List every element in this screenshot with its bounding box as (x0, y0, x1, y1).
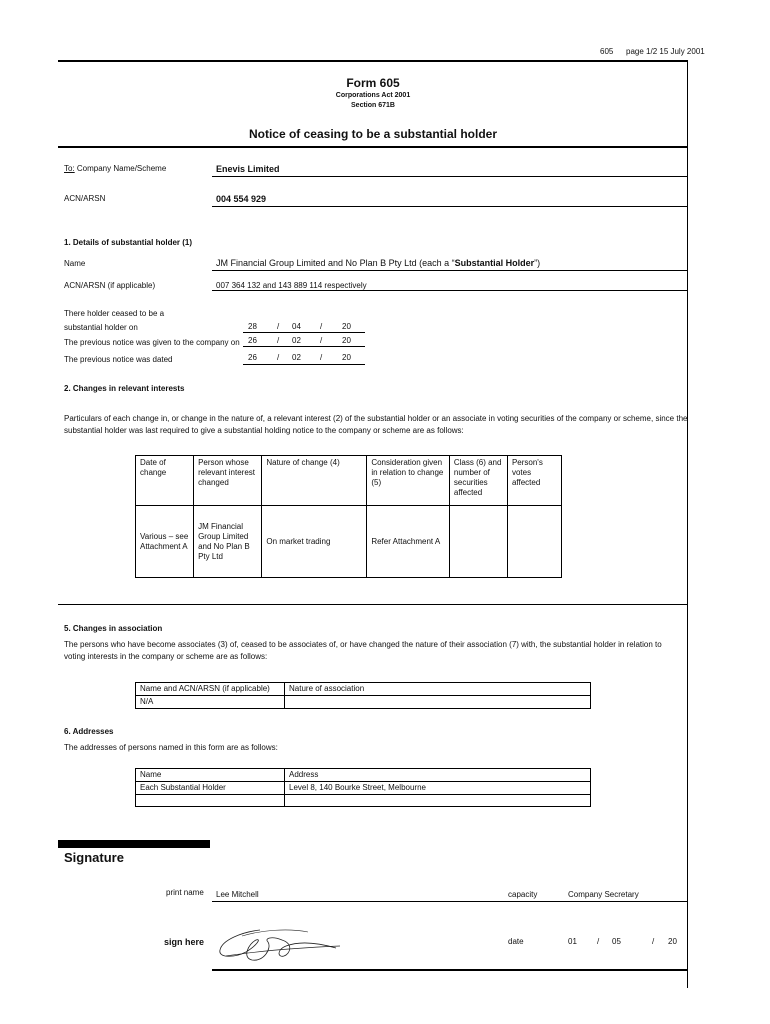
acn-value: 004 554 929 (216, 194, 267, 204)
title-rule (58, 146, 688, 148)
date-slash: / (652, 937, 655, 946)
table-row (136, 795, 591, 807)
changes-table (135, 455, 562, 578)
signature-bar (58, 840, 210, 848)
date-slash: / (277, 353, 280, 362)
header-person: Person whose relevant interest changed (194, 456, 262, 506)
header-nature: Nature of change (4) (262, 456, 367, 506)
holder-name-label: Name (64, 259, 86, 268)
header-address: Address (285, 769, 591, 782)
date-slash: / (320, 353, 323, 362)
print-name-label: print name (166, 888, 204, 897)
company-name-value: Enevis Limited (216, 164, 280, 174)
date-slash: / (277, 322, 280, 331)
sign-here-label: sign here (164, 937, 205, 947)
section2-heading: 2. Changes in relevant interests (64, 384, 185, 393)
holder-name-rule (212, 270, 688, 271)
dated-date-rule (243, 364, 365, 365)
cell-name: Each Substantial Holder (136, 782, 285, 795)
ceased-date-rule (243, 332, 365, 333)
top-rule (58, 60, 688, 62)
form-title: Form 605 (346, 76, 400, 90)
act-name: Corporations Act 2001 (335, 92, 411, 99)
date-slash: / (277, 336, 280, 345)
holder-name-value: JM Financial Group Limited and No Plan B Pty Ltd (each a “Substantial Holder”) (216, 258, 541, 268)
table-row (136, 506, 562, 578)
dated-label: The previous notice was dated (64, 355, 173, 364)
ceased-day: 28 (248, 322, 257, 331)
section5-text-line2: voting interests in the company or scheme are as follows: (64, 652, 268, 661)
handwritten-signature (212, 918, 347, 966)
signature-day: 01 (568, 937, 577, 946)
date-slash: / (320, 322, 323, 331)
dated-year: 20 (342, 353, 351, 362)
header-consideration: Consideration given in relation to change (5) (367, 456, 450, 506)
cell-nature-association (285, 696, 591, 709)
right-border (687, 60, 688, 988)
given-label: The previous notice was given to the company on (64, 338, 240, 347)
page-info: page 1/2 15 July 2001 (626, 47, 705, 56)
table-row (136, 696, 591, 709)
print-name-value: Lee Mitchell (216, 890, 259, 899)
cell-address: Level 8, 140 Bourke Street, Melbourne (285, 782, 591, 795)
header-nature-association: Nature of association (285, 683, 591, 696)
header-name: Name (136, 769, 285, 782)
header-date-of-change: Date of change (136, 456, 194, 506)
company-name-label: To: Company Name/Scheme (64, 164, 167, 173)
given-day: 26 (248, 336, 257, 345)
ceased-label-line1: There holder ceased to be a (64, 309, 165, 318)
bottom-rule (212, 969, 688, 971)
section-ref: Section 671B (351, 102, 395, 109)
signature-heading: Signature (64, 850, 124, 865)
cell-person: JM Financial Group Limited and No Plan B Pty Ltd (194, 506, 262, 578)
header-votes: Person's votes affected (507, 456, 561, 506)
ceased-year: 20 (342, 322, 351, 331)
cell-nature: On market trading (262, 506, 367, 578)
date-slash: / (597, 937, 600, 946)
holder-acn-rule (212, 290, 688, 291)
section6-heading: 6. Addresses (64, 727, 114, 736)
association-table (135, 682, 591, 709)
date-slash: / (320, 336, 323, 345)
capacity-label: capacity (508, 890, 538, 899)
cell-class-number (449, 506, 507, 578)
cell-name-acn: N/A (136, 696, 285, 709)
acn-label: ACN/ARSN (64, 194, 106, 203)
holder-acn-label: ACN/ARSN (if applicable) (64, 281, 156, 290)
cell-date-of-change: Various – see Attachment A (136, 506, 194, 578)
section2-text-line1: Particulars of each change in, or change in the nature of, a relevant interest (2) of the substantial holder or an associate in voting securities of the company or scheme, since the (64, 414, 688, 423)
table-row (136, 782, 591, 795)
dated-month: 02 (292, 353, 301, 362)
section6-text: The addresses of persons named in this form are as follows: (64, 743, 278, 752)
addresses-table (135, 768, 591, 807)
given-year: 20 (342, 336, 351, 345)
given-date-rule (243, 346, 365, 347)
holder-acn-value: 007 364 132 and 143 889 114 respectively (216, 281, 367, 290)
section1-heading: 1. Details of substantial holder (1) (64, 238, 193, 247)
ceased-month: 04 (292, 322, 301, 331)
header-class-number: Class (6) and number of securities affected (449, 456, 507, 506)
print-name-rule (212, 901, 688, 902)
section5-text-line1: The persons who have become associates (3) of, ceased to be associates of, or have changed the nature of their association (7) with, the substantial holder in relation to (64, 640, 662, 649)
date-label: date (508, 937, 524, 946)
cell-name-empty (136, 795, 285, 807)
section5-heading: 5. Changes in association (64, 624, 163, 633)
section-divider (58, 604, 688, 605)
dated-day: 26 (248, 353, 257, 362)
section2-text-line2: substantial holder was last required to give a substantial holding notice to the company or scheme are as follows: (64, 426, 464, 435)
signature-year: 20 (668, 937, 677, 946)
form-number: 605 (600, 47, 614, 56)
ceased-label-line2: substantial holder on (64, 323, 138, 332)
changes-header-row (136, 456, 562, 506)
header-name-acn: Name and ACN/ARSN (if applicable) (136, 683, 285, 696)
given-month: 02 (292, 336, 301, 345)
association-header-row (136, 683, 591, 696)
cell-address-empty (285, 795, 591, 807)
capacity-value: Company Secretary (568, 890, 639, 899)
addresses-header-row (136, 769, 591, 782)
signature-month: 05 (612, 937, 621, 946)
cell-consideration: Refer Attachment A (367, 506, 450, 578)
cell-votes (507, 506, 561, 578)
acn-rule (212, 206, 688, 207)
notice-title: Notice of ceasing to be a substantial holder (248, 127, 498, 141)
company-name-rule (212, 176, 688, 177)
